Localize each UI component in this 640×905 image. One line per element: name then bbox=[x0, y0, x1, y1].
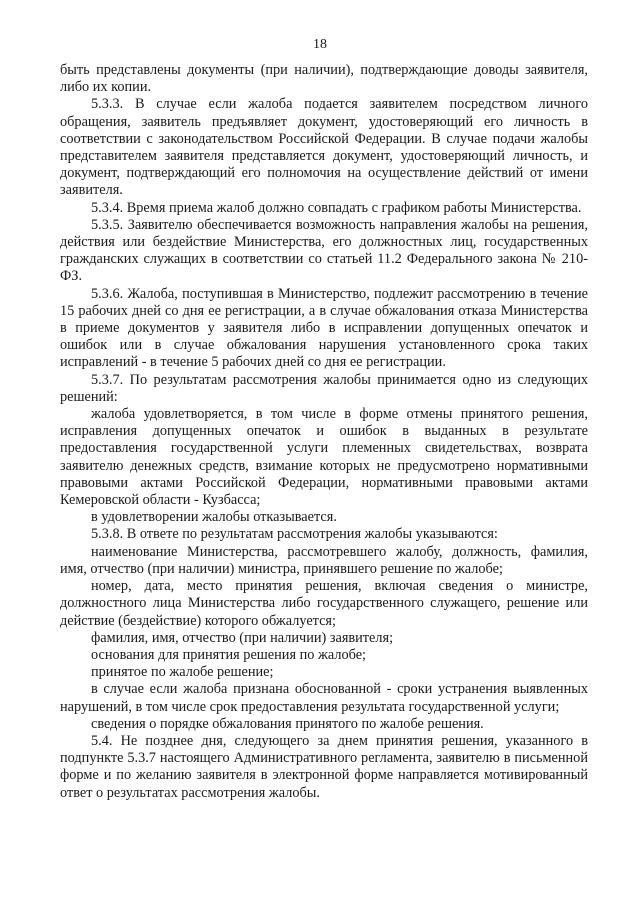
paragraph-5-3-8: 5.3.8. В ответе по результатам рассмотрения жалобы указываются: bbox=[91, 526, 498, 543]
paragraph-5-4: 5.4. Не позднее дня, следующего за днем принятия решения, указанного в подпункте 5.3.7 настоящего Административного регламента, заявителю в письменной форме и по желанию заявителя в электронной форме направляется мотивированный ответ о результатах рассмотрения жалобы. bbox=[60, 732, 588, 801]
paragraph-5-3-7: 5.3.7. По результатам рассмотрения жалобы принимается одно из следующих решений: bbox=[60, 371, 588, 405]
paragraph-5-3-3: 5.3.3. В случае если жалоба подается заявителем посредством личного обращения, заявитель предъявляет документ, удостоверяющий его личность в соответствии с законодательством Российской Федерации. В случае подачи жалобы представителем заявителя представляется документ, удостоверяющий личность, и документ, подтверждающий его полномочия на осуществление действий от имени заявителя. bbox=[60, 96, 588, 199]
paragraph-item-applicant-name: фамилия, имя, отчество (при наличии) заявителя; bbox=[91, 629, 394, 646]
document-body bbox=[60, 62, 588, 802]
paragraph-item-grounds: основания для принятия решения по жалобе; bbox=[91, 646, 367, 663]
paragraph-item-ministry-name: наименование Министерства, рассмотревшего жалобу, должность, фамилия, имя, отчество (при наличии) министра, принявшего решение по жалобе; bbox=[60, 543, 588, 577]
paragraph-item-deadlines: в случае если жалоба признана обоснованной - сроки устранения выявленных нарушений, в том числе срок предоставления результата государственной услуги; bbox=[60, 681, 588, 715]
paragraph-continuation: быть представлены документы (при наличии), подтверждающие доводы заявителя, либо их копии. bbox=[60, 62, 588, 96]
paragraph-5-3-4: 5.3.4. Время приема жалоб должно совпадать с графиком работы Министерства. bbox=[91, 199, 582, 216]
paragraph-item-decision: принятое по жалобе решение; bbox=[91, 664, 274, 681]
paragraph-decision-satisfied: жалоба удовлетворяется, в том числе в форме отмены принятого решения, исправления допущенных опечаток и ошибок в выданных в результате предоставления государственной услуги племенных свидетельствах, возврата заявителю денежных средств, взимание которых не предусмотрено нормативными правовыми актами Российской Федерации, нормативными правовыми актами Кемеровской области - Кузбасса; bbox=[60, 406, 588, 509]
paragraph-item-decision-details: номер, дата, место принятия решения, включая сведения о министре, должностного лица Министерства либо государственного служащего, решение или действие (бездействие) которого обжалуется; bbox=[60, 578, 588, 629]
paragraph-item-appeal-procedure: сведения о порядке обжалования принятого по жалобе решения. bbox=[91, 715, 484, 732]
paragraph-decision-refused: в удовлетворении жалобы отказывается. bbox=[91, 509, 337, 526]
paragraph-5-3-5: 5.3.5. Заявителю обеспечивается возможность направления жалобы на решения, действия или бездействие Министерства, его должностных лиц, государственных гражданских служащих в соответствии со статьей 11.2 Федерального закона № 210-ФЗ. bbox=[60, 216, 588, 285]
paragraph-5-3-6: 5.3.6. Жалоба, поступившая в Министерство, подлежит рассмотрению в течение 15 рабочих дней со дня ее регистрации, а в случае обжалования отказа Министерства в приеме документов у заявителя либо в исправлении допущенных опечаток и ошибок или в случае обжалования нарушения установленного срока таких исправлений - в течение 5 рабочих дней со дня ее регистрации. bbox=[60, 285, 588, 371]
page-number: 18 bbox=[313, 37, 327, 52]
